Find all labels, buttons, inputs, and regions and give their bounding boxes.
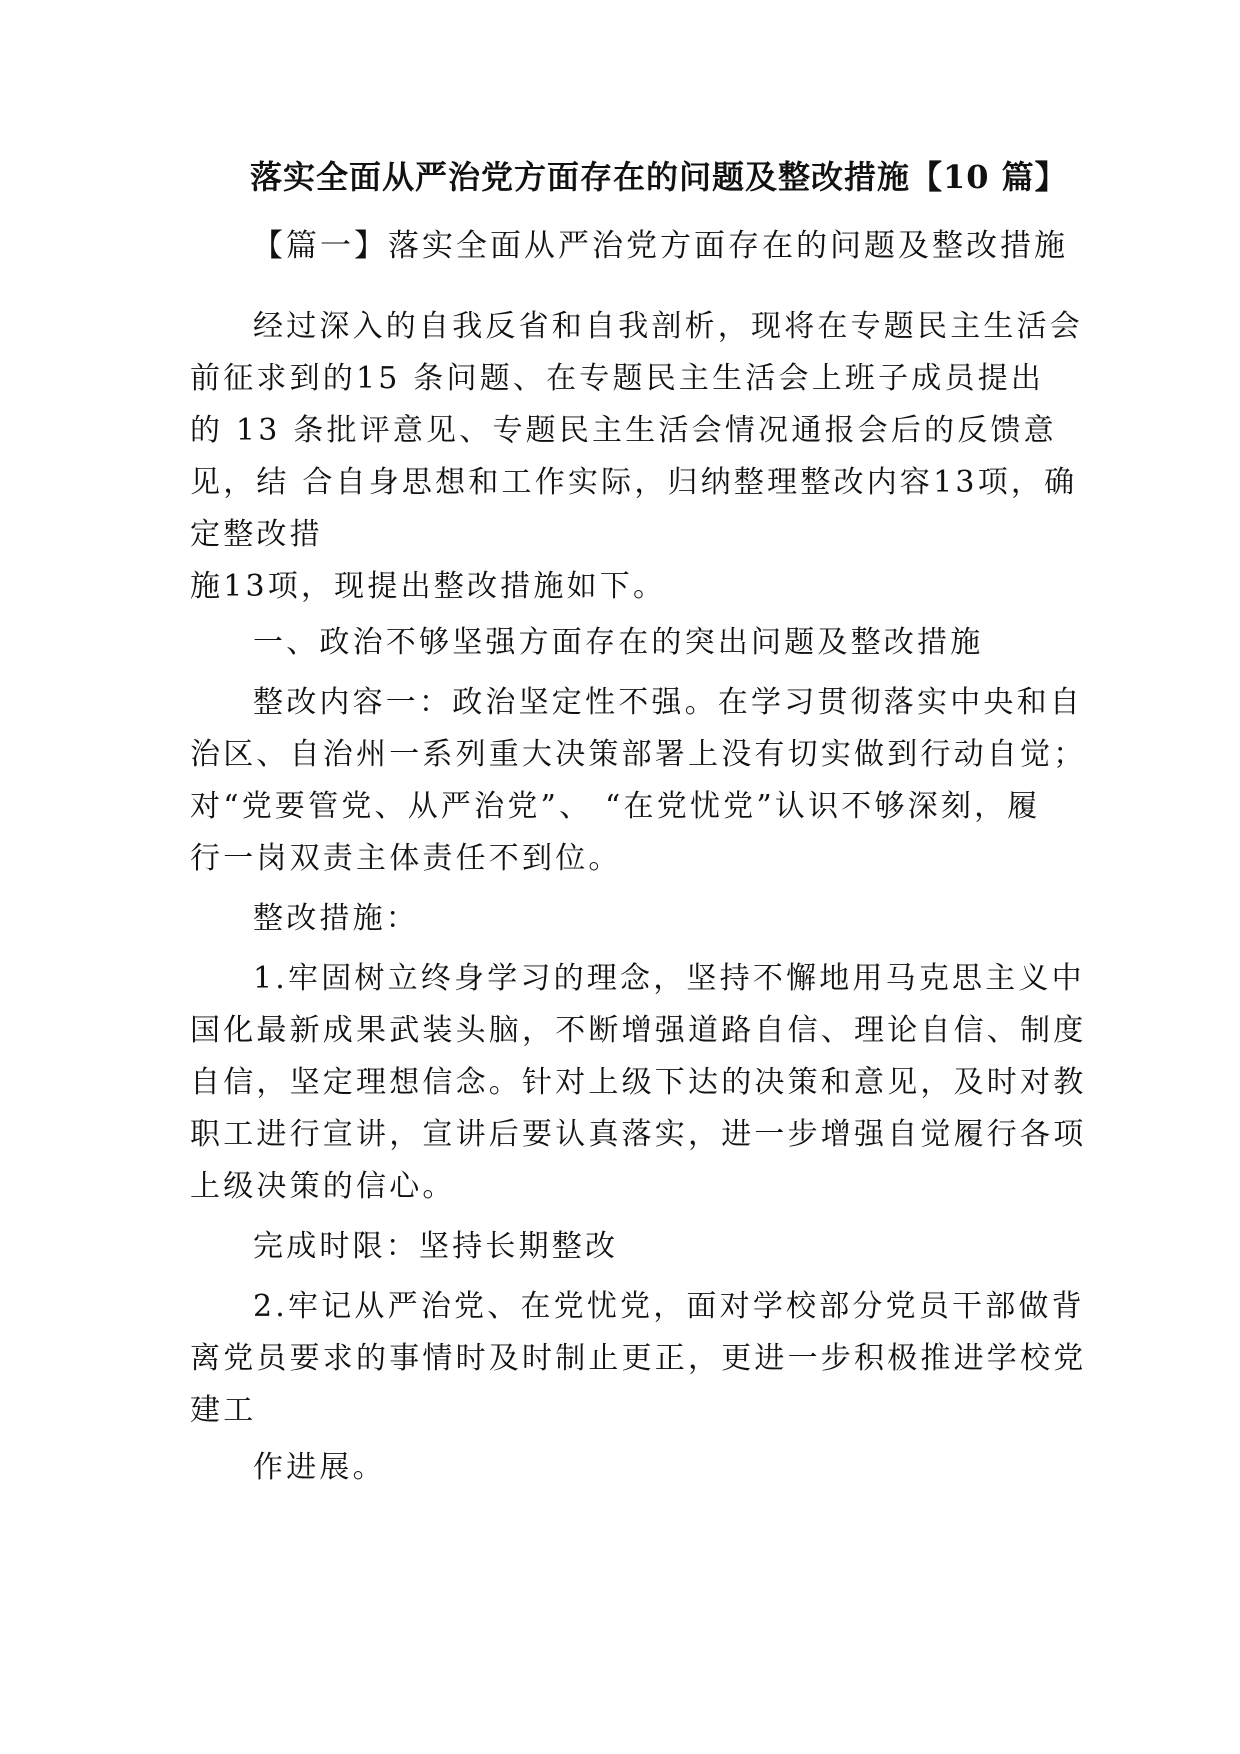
document-title: 落实全面从严治党方面存在的问题及整改措施【10 篇】 — [250, 158, 1068, 196]
deadline-line: 完成时限：坚持长期整改 — [253, 1229, 619, 1264]
paragraph-line: 的 13 条批评意见、专题民主生活会情况通报会后的反馈意 — [190, 413, 1057, 448]
paragraph-line: 职工进行宣讲，宣讲后要认真落实，进一步增强自觉履行各项 — [190, 1117, 1087, 1152]
paragraph-line: 离党员要求的事情时及时制止更正，更进一步积极推进学校党 — [190, 1341, 1087, 1376]
paragraph-line: 治区、自治州一系列重大决策部署上没有切实做到行动自觉； — [190, 737, 1087, 772]
paragraph-line: 施13项，现提出整改措施如下。 — [190, 569, 667, 604]
section-heading: 一、政治不够坚强方面存在的突出问题及整改措施 — [253, 625, 984, 660]
document-subtitle: 【篇一】落实全面从严治党方面存在的问题及整改措施 — [252, 228, 1068, 264]
paragraph-line: 定整改措 — [190, 517, 323, 552]
paragraph-line: 建工 — [190, 1393, 257, 1428]
paragraph-line: 见，结 合自身思想和工作实际，归纳整理整改内容13项，确 — [190, 465, 1078, 500]
paragraph-line: 整改内容一：政治坚定性不强。在学习贯彻落实中央和自 — [253, 685, 1083, 720]
paragraph-line: 国化最新成果武装头脑，不断增强道路自信、理论自信、制度 — [190, 1013, 1087, 1048]
paragraph-line: 行一岗双责主体责任不到位。 — [190, 841, 622, 876]
paragraph-line: 对“党要管党、从严治党”、 “在党忧党”认识不够深刻，履 — [190, 789, 1041, 824]
paragraph-line: 上级决策的信心。 — [190, 1169, 456, 1204]
paragraph-line: 作进展。 — [253, 1450, 386, 1485]
paragraph-line: 1.牢固树立终身学习的理念，坚持不懈地用马克思主义中 — [253, 961, 1085, 996]
paragraph-line: 前征求到的15 条问题、在专题民主生活会上班子成员提出 — [190, 361, 1045, 396]
measures-label: 整改措施： — [253, 901, 419, 936]
paragraph-line: 2.牢记从严治党、在党忧党，面对学校部分党员干部做背 — [253, 1289, 1085, 1324]
paragraph-line: 经过深入的自我反省和自我剖析，现将在专题民主生活会 — [253, 309, 1083, 344]
paragraph-line: 自信，坚定理想信念。针对上级下达的决策和意见，及时对教 — [190, 1065, 1087, 1100]
